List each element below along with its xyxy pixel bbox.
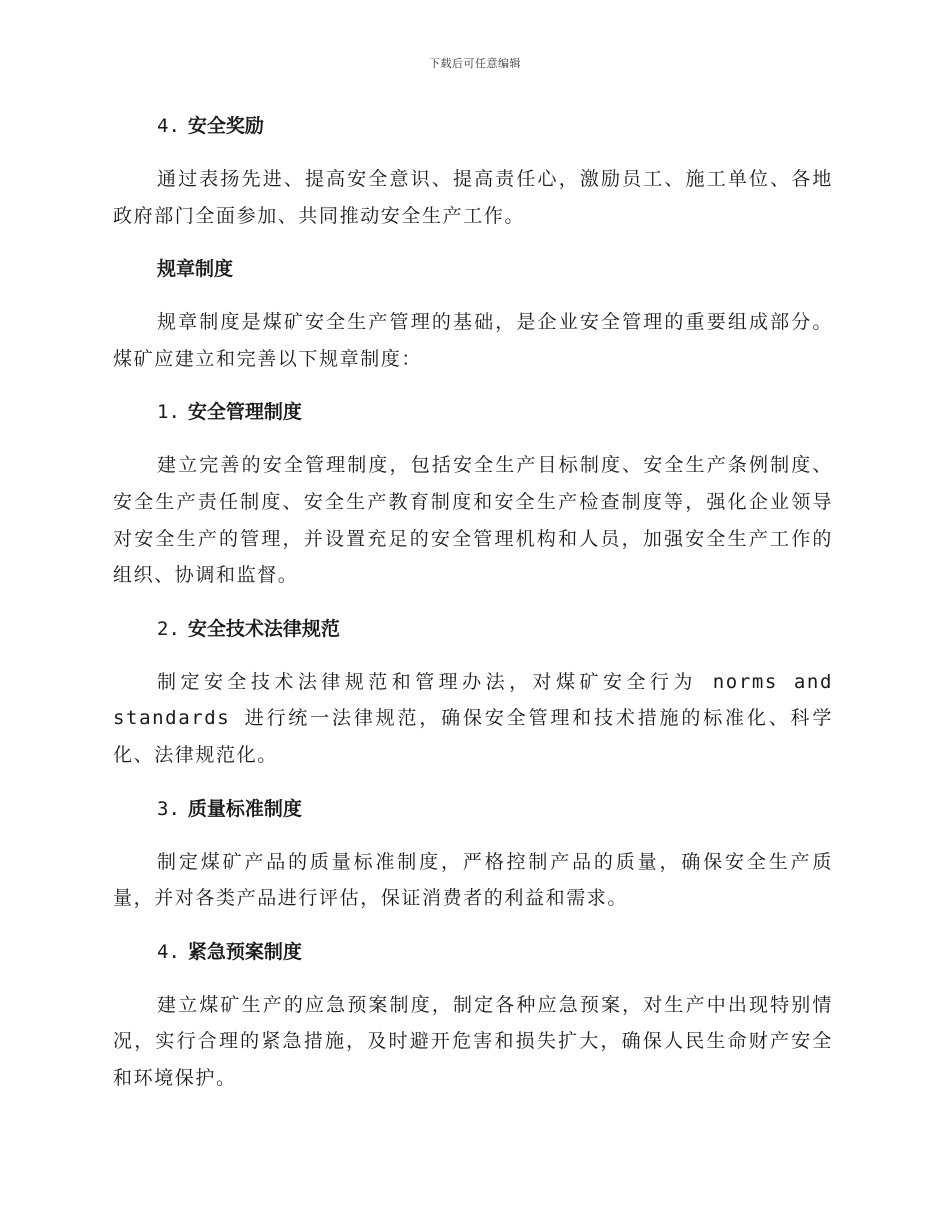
heading-text: 安全奖励	[187, 115, 264, 137]
section-paragraph: 规章制度是煤矿安全生产管理的基础，是企业安全管理的重要组成部分。煤矿应建立和完善以下规章制度：	[113, 311, 833, 370]
section-heading	[113, 251, 833, 287]
heading-text: 规章制度	[157, 258, 234, 281]
section-heading	[113, 611, 833, 647]
section-heading	[113, 108, 833, 144]
section-paragraph: 制定安全技术法律规范和管理办法，对煤矿安全行为 norms and standards 进行统一法律规范，确保安全管理和技术措施的标准化、科学化、法律规范化。	[113, 670, 833, 766]
section-paragraph: 建立完善的安全管理制度，包括安全生产目标制度、安全生产条例制度、安全生产责任制度、安全生产教育制度和安全生产检查制度等，强化企业领导对安全生产的管理，并设置充足的安全管理机构和人员，加强安全生产工作的组织、协调和监督。	[113, 454, 833, 587]
section-heading	[113, 791, 833, 827]
document-body	[113, 108, 833, 1097]
heading-text: 安全技术法律规范	[187, 617, 340, 640]
heading-number: 3.	[157, 797, 180, 820]
heading-text: 紧急预案制度	[187, 940, 302, 963]
section-heading	[113, 394, 833, 430]
header-note: 下载后可任意编辑	[429, 57, 521, 70]
section-paragraph: 制定煤矿产品的质量标准制度，严格控制产品的质量，确保安全生产质量，并对各类产品进行评估，保证消费者的利益和需求。	[113, 850, 833, 910]
heading-number: 4.	[157, 115, 180, 137]
section-paragraph: 通过表扬先进、提高安全意识、提高责任心，激励员工、施工单位、各地政府部门全面参加、共同推动安全生产工作。	[113, 168, 833, 227]
heading-number: 1.	[157, 401, 180, 424]
heading-number: 2.	[157, 617, 180, 640]
section-heading	[113, 934, 833, 970]
heading-text: 质量标准制度	[187, 797, 302, 820]
section-paragraph: 建立煤矿生产的应急预案制度，制定各种应急预案，对生产中出现特别情况，实行合理的紧急措施，及时避开危害和损失扩大，确保人民生命财产安全和环境保护。	[113, 993, 833, 1089]
heading-text: 安全管理制度	[187, 401, 302, 424]
heading-number: 4.	[157, 940, 180, 963]
